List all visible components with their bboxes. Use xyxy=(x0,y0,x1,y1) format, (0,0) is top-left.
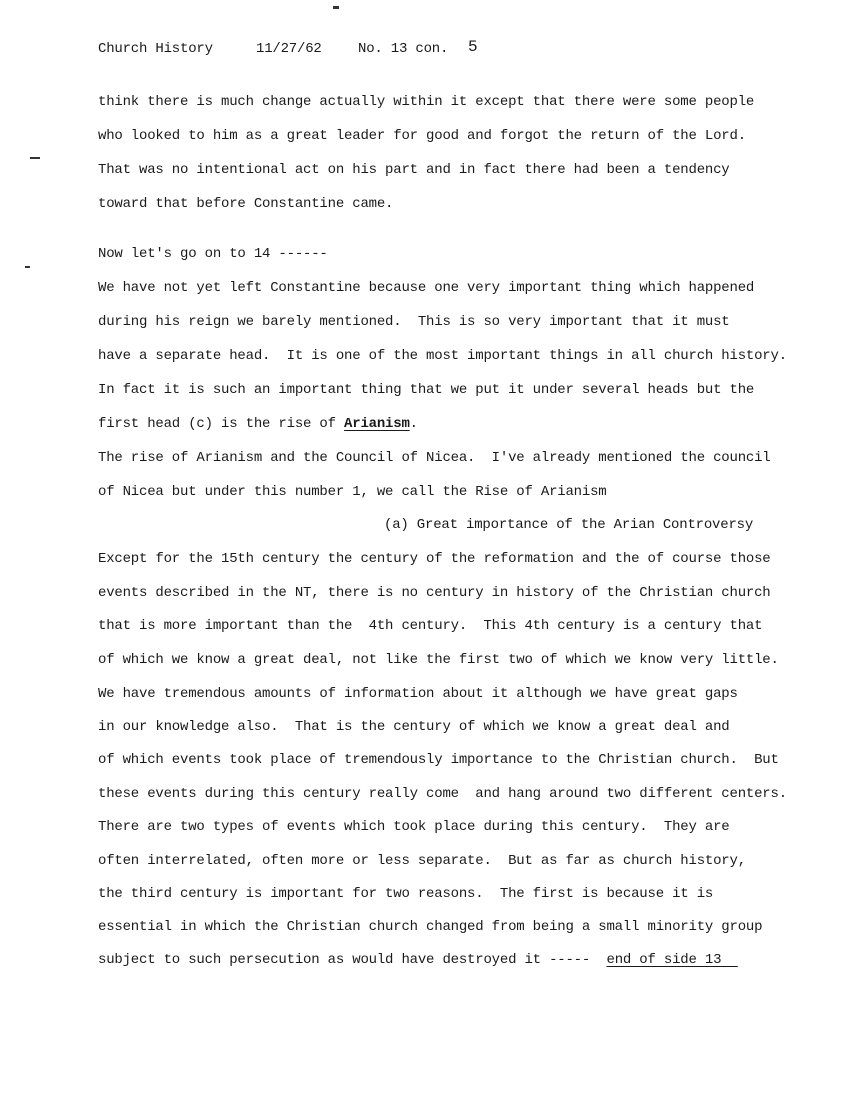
text-line: toward that before Constantine came. xyxy=(98,196,394,212)
text-fragment: . xyxy=(409,416,418,432)
text-line: The rise of Arianism and the Council of Nicea. I've already mentioned the council xyxy=(98,450,771,466)
end-of-side-note: end of side 13 xyxy=(606,952,738,968)
text-line: who looked to him as a great leader for good and forgot the return of the Lord. xyxy=(98,128,746,144)
text-fragment: first head (c) is the rise of xyxy=(98,416,345,432)
text-line: There are two types of events which took place during this century. They are xyxy=(98,819,730,835)
text-line: often interrelated, often more or less separate. But as far as church history, xyxy=(98,853,746,869)
subheading: (a) Great importance of the Arian Controversy xyxy=(384,517,754,533)
section-intro: Now let's go on to 14 ------ xyxy=(98,246,328,262)
header-subject: Church History xyxy=(98,41,213,57)
page-header xyxy=(98,40,598,60)
text-line: In fact it is such an important thing that we put it under several heads but the xyxy=(98,382,755,398)
scan-mark-left xyxy=(30,157,40,159)
text-line: these events during this century really come and hang around two different centers. xyxy=(98,786,787,802)
text-line: events described in the NT, there is no century in history of the Christian church xyxy=(98,585,771,601)
text-line: We have not yet left Constantine because one very important thing which happened xyxy=(98,280,755,296)
text-line xyxy=(98,951,738,969)
text-line: of Nicea but under this number 1, we call the Rise of Arianism xyxy=(98,484,607,500)
scan-mark-left-2 xyxy=(25,266,30,268)
text-line: think there is much change actually within it except that there were some people xyxy=(98,94,755,110)
text-line: the third century is important for two reasons. The first is because it is xyxy=(98,886,714,902)
header-number: No. 13 con. xyxy=(358,41,449,57)
text-line: during his reign we barely mentioned. This is so very important that it must xyxy=(98,314,730,330)
text-line: have a separate head. It is one of the most important things in all church history. xyxy=(98,348,787,364)
text-line: We have tremendous amounts of information about it although we have great gaps xyxy=(98,686,738,702)
text-line xyxy=(98,415,418,433)
header-page-number: 5 xyxy=(468,38,478,56)
text-line: That was no intentional act on his part and in fact there had been a tendency xyxy=(98,162,730,178)
text-line: of which we know a great deal, not like the first two of which we know very little. xyxy=(98,652,779,668)
text-fragment: subject to such persecution as would have destroyed it ----- xyxy=(98,952,607,968)
header-date: 11/27/62 xyxy=(256,41,322,57)
text-line: in our knowledge also. That is the century of which we know a great deal and xyxy=(98,719,730,735)
scan-mark-top xyxy=(333,6,339,9)
text-line: Except for the 15th century the century of the reformation and the of course those xyxy=(98,551,771,567)
text-line: essential in which the Christian church changed from being a small minority group xyxy=(98,919,763,935)
arianism-underlined: Arianism xyxy=(344,416,410,432)
text-line: that is more important than the 4th century. This 4th century is a century that xyxy=(98,618,763,634)
text-line: of which events took place of tremendously importance to the Christian church. But xyxy=(98,752,779,768)
